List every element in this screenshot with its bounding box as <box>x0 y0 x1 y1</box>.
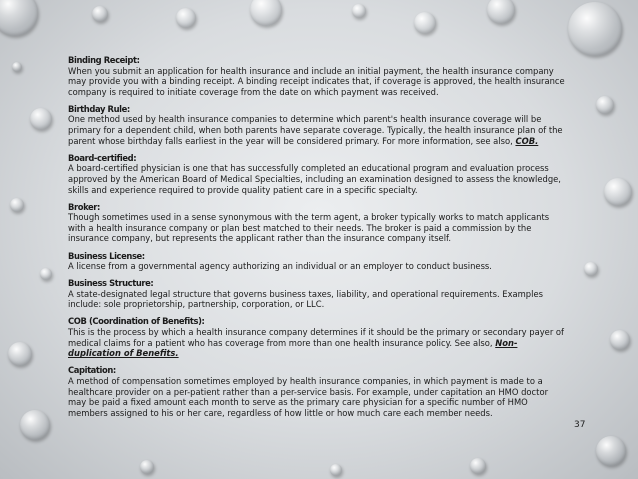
glossary-entry-business-structure <box>68 278 566 310</box>
glossary-definition: One method used by health insurance companies to determine which parent's health insurance coverage will be primary for a dependent child, when both parents have separate coverage. Typically, the health insurance plan of the parent whose birthday falls earliest in the year will be considered primary. For more information, see also, <box>68 114 563 146</box>
glossary-definition: Though sometimes used in a sense synonymous with the term agent, a broker typically works to match applicants with a health insurance company or plan best matched to their needs. The broker is paid a commission by the insurance company, but represents the applicant rather than the insurance company itself. <box>68 212 550 244</box>
glossary-definition: When you submit an application for health insurance and include an initial payment, the health insurance company may provide you with a binding receipt. A binding receipt indicates that, if coverage is approved, the health insurance company is required to initiate coverage from the date on which payment was received. <box>68 65 565 97</box>
glossary-content <box>68 55 566 425</box>
cross-reference-link[interactable]: COB. <box>515 135 539 146</box>
water-drop-decoration <box>176 8 196 28</box>
glossary-definition: A board-certified physician is one that has successfully completed an educational program and evaluation process approved by the American Board of Medical Specialties, including an examination designed to assess the knowledge, skills and experience required to provide quality patient care in a specific specialty. <box>68 163 561 195</box>
glossary-term: Business License: <box>68 250 145 261</box>
water-drop-decoration <box>568 2 622 56</box>
glossary-entry-business-license <box>68 251 566 272</box>
water-drop-decoration <box>470 458 486 474</box>
water-drop-decoration <box>12 62 22 72</box>
glossary-term: Broker: <box>68 201 100 212</box>
glossary-term: Capitation: <box>68 365 116 376</box>
water-drop-decoration <box>610 330 630 350</box>
glossary-definition: A state-designated legal structure that governs business taxes, liability, and operational requirements. Examples include: sole proprietorship, partnership, corporation, or LLC. <box>68 288 543 310</box>
water-drop-decoration <box>40 268 52 280</box>
water-drop-decoration <box>250 0 282 26</box>
glossary-entry-cob <box>68 316 566 358</box>
water-drop-decoration <box>20 410 50 440</box>
cross-reference-link[interactable]: Non-duplication of Benefits. <box>68 337 518 359</box>
glossary-term: Board-certified: <box>68 152 137 163</box>
glossary-term: Business Structure: <box>68 278 154 289</box>
glossary-entry-board-certified <box>68 153 566 195</box>
water-drop-decoration <box>92 6 108 22</box>
water-drop-decoration <box>596 96 614 114</box>
water-drop-decoration <box>140 460 154 474</box>
glossary-term: COB (Coordination of Benefits): <box>68 316 205 327</box>
water-drop-decoration <box>10 198 24 212</box>
glossary-definition-wrap <box>68 327 566 359</box>
glossary-term: Birthday Rule: <box>68 103 130 114</box>
glossary-definition: This is the process by which a health insurance company determines if it should be the primary or secondary payer of medical claims for a patient who has coverage from more than one health insurance policy. See also, <box>68 327 565 348</box>
water-drop-decoration <box>604 178 632 206</box>
glossary-term: Binding Receipt: <box>68 55 140 65</box>
water-drop-decoration <box>414 12 436 34</box>
page-number: 37 <box>574 420 586 430</box>
water-drop-decoration <box>8 342 32 366</box>
glossary-definition: A license from a governmental agency authorizing an individual or an employer to conduct business. <box>68 261 492 272</box>
glossary-definition: A method of compensation sometimes employed by health insurance companies, in which payment is made to a healthcare provider on a per-patient rather than a per-service basis. For example, under capitation an HMO doctor may be paid a fixed amount each month to serve as the primary care physician for a specific number of HMO members assigned to his or her care, regardless of how little or how much care each member needs. <box>68 375 549 418</box>
glossary-entry-capitation <box>68 365 566 418</box>
water-drop-decoration <box>352 4 366 18</box>
glossary-entry-broker <box>68 202 566 244</box>
water-drop-decoration <box>596 436 626 466</box>
glossary-definition-wrap <box>68 114 566 146</box>
water-drop-decoration <box>584 262 598 276</box>
water-drop-decoration <box>330 464 342 476</box>
water-drop-decoration <box>487 0 515 24</box>
glossary-entry-binding-receipt <box>68 55 566 97</box>
water-drop-decoration <box>0 0 38 36</box>
water-drop-decoration <box>30 108 52 130</box>
glossary-entry-birthday-rule <box>68 104 566 146</box>
